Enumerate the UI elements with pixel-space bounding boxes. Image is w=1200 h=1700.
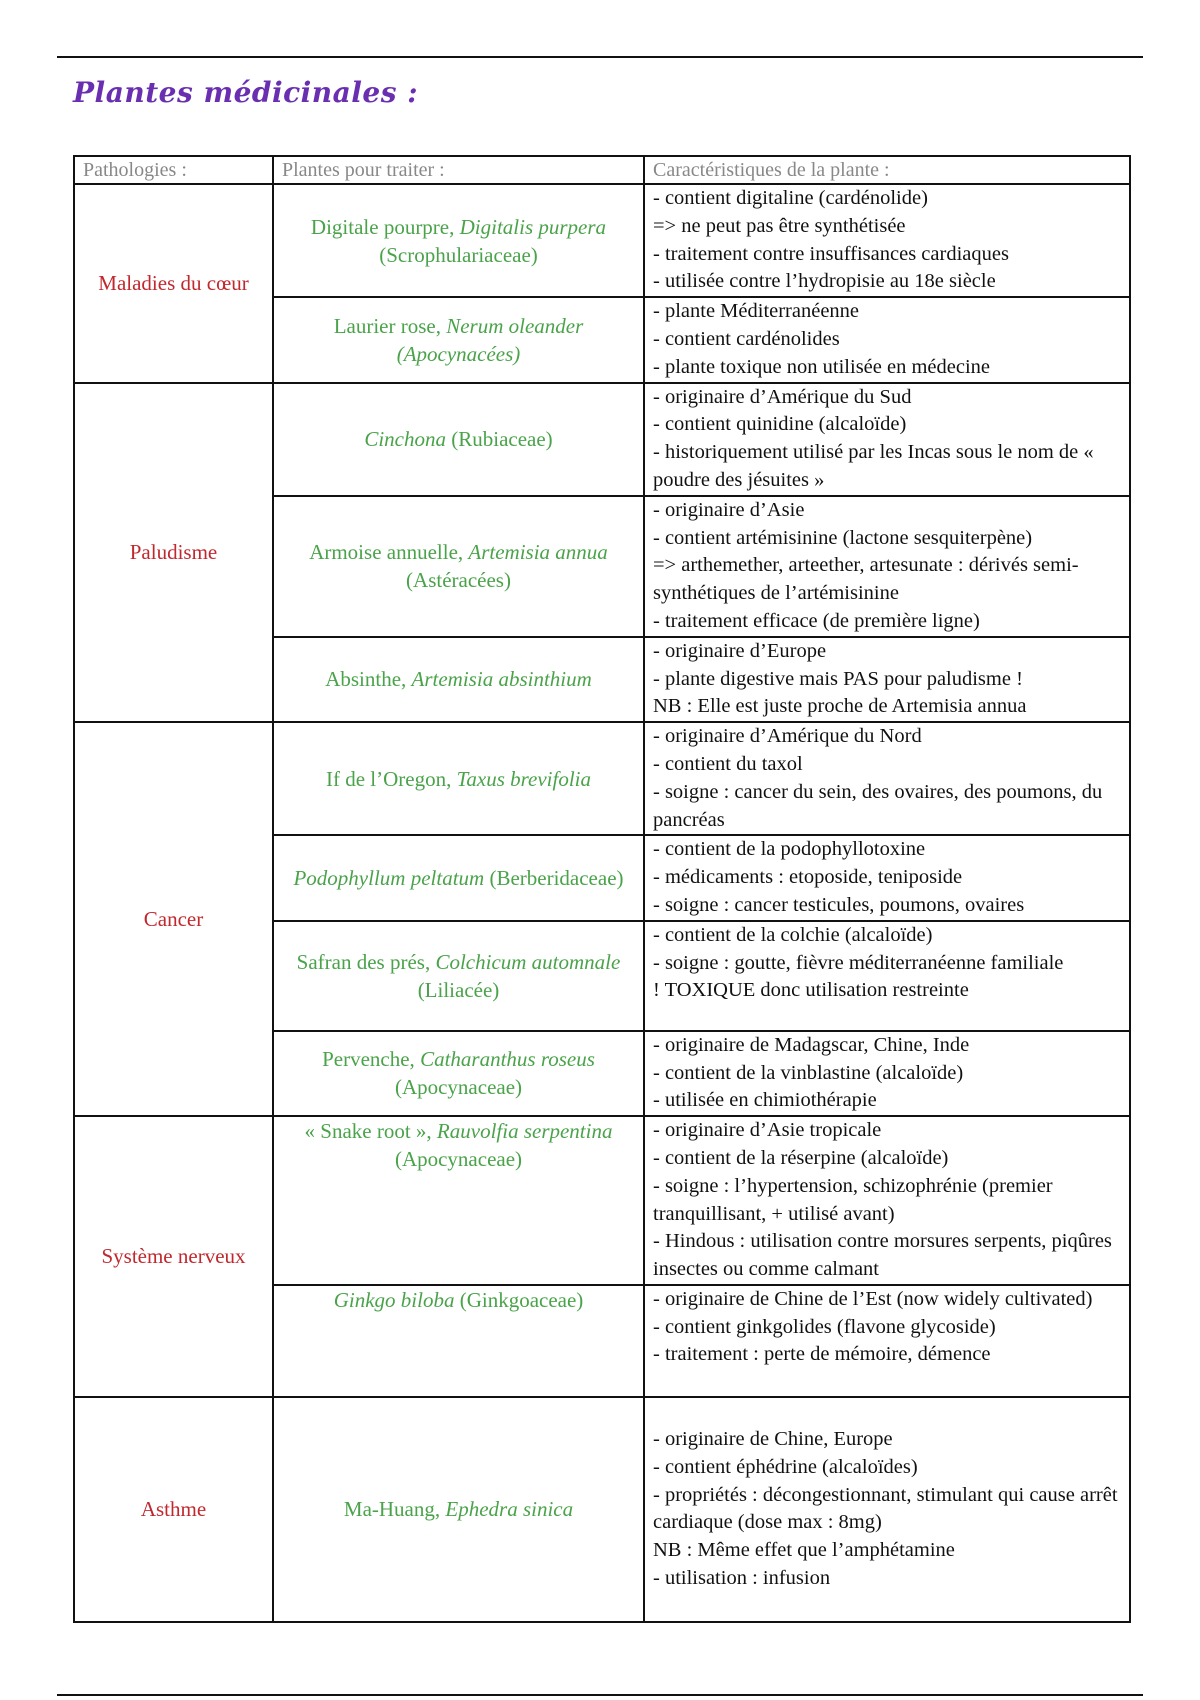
plant-cell xyxy=(273,1116,644,1285)
characteristic-line: - propriétés : décongestionnant, stimulant qui cause arrêt cardiaque (dose max : 8mg) xyxy=(653,1483,1118,1534)
table-row xyxy=(74,1116,1130,1285)
table-row xyxy=(74,722,1130,835)
pathology-cell: Paludisme xyxy=(74,383,273,723)
plant-common-name: (Astéracées) xyxy=(406,568,511,593)
plant-cell xyxy=(273,383,644,496)
table-row xyxy=(74,383,1130,496)
header-characteristics: Caractéristiques de la plante : xyxy=(644,156,1130,184)
characteristics-cell xyxy=(644,297,1130,382)
characteristic-line: - soigne : l’hypertension, schizophrénie (premier tranquillisant, + utilisé avant) xyxy=(653,1174,1053,1225)
top-rule xyxy=(57,56,1143,58)
plant-latin-name: Ginkgo biloba xyxy=(333,1287,455,1312)
characteristic-line: - soigne : cancer du sein, des ovaires, des poumons, du pancréas xyxy=(653,780,1103,831)
pathology-cell: Asthme xyxy=(74,1397,273,1622)
characteristic-line: - contient éphédrine (alcaloïdes) xyxy=(653,1455,918,1478)
characteristic-line: - plante digestive mais PAS pour paludisme ! xyxy=(653,667,1023,690)
characteristic-line: => ne peut pas être synthétisée xyxy=(653,214,906,237)
characteristic-line: - soigne : cancer testicules, poumons, ovaires xyxy=(653,893,1025,916)
plant-common-name: (Liliacée) xyxy=(417,977,500,1002)
characteristic-line: - originaire d’Asie tropicale xyxy=(653,1119,882,1142)
plant-latin-name: Taxus brevifolia xyxy=(456,766,591,791)
characteristic-line: - contient artémisinine (lactone sesquiterpène) xyxy=(653,526,1033,549)
table-row xyxy=(74,184,1130,297)
characteristic-line: - utilisation : infusion xyxy=(653,1566,831,1589)
header-pathologies: Pathologies : xyxy=(74,156,273,184)
plant-common-name: (Ginkgoaceae) xyxy=(454,1287,584,1312)
plant-cell xyxy=(273,722,644,835)
characteristics-cell xyxy=(644,1116,1130,1285)
characteristic-line: - utilisée en chimiothérapie xyxy=(653,1089,877,1112)
characteristics-cell xyxy=(644,1285,1130,1397)
characteristic-line: - plante Méditerranéenne xyxy=(653,300,860,323)
characteristics-cell xyxy=(644,1397,1130,1622)
characteristic-line: - utilisée contre l’hydropisie au 18e siècle xyxy=(653,270,996,293)
characteristic-line: - originaire de Chine de l’Est (now widely cultivated) xyxy=(653,1287,1093,1310)
plant-common-name: (Apocynaceae) xyxy=(394,1147,523,1172)
plant-cell xyxy=(273,921,644,1031)
plant-cell xyxy=(273,1285,644,1397)
characteristic-line: - contient de la podophyllotoxine xyxy=(653,838,926,861)
plant-common-name: Digitale pourpre, xyxy=(310,214,460,239)
characteristic-line: - contient ginkgolides (flavone glycoside) xyxy=(653,1315,996,1338)
plant-latin-name: Artemisia annua xyxy=(468,540,608,565)
characteristic-line: NB : Elle est juste proche de Artemisia annua xyxy=(653,695,1027,718)
characteristic-line: => arthemether, arteether, artesunate : dérivés semi-synthétiques de l’artémisinine xyxy=(653,554,1079,605)
plant-common-name: (Apocynaceae) xyxy=(394,1075,523,1100)
plant-common-name: Pervenche, xyxy=(322,1047,421,1072)
characteristics-cell xyxy=(644,496,1130,637)
characteristic-line: - originaire d’Europe xyxy=(653,639,827,662)
plant-common-name: Safran des prés, xyxy=(296,949,436,974)
table-row xyxy=(74,1397,1130,1622)
characteristic-line: - traitement contre insuffisances cardiaques xyxy=(653,242,1009,265)
table-header-row xyxy=(74,156,1130,184)
plant-cell xyxy=(273,1397,644,1622)
characteristics-cell xyxy=(644,835,1130,920)
characteristic-line: - historiquement utilisé par les Incas sous le nom de « poudre des jésuites » xyxy=(653,441,1094,491)
characteristics-cell xyxy=(644,637,1130,722)
characteristic-line: - originaire d’Amérique du Nord xyxy=(653,725,922,748)
characteristic-line: - médicaments : etoposide, teniposide xyxy=(653,866,963,889)
plant-cell xyxy=(273,297,644,382)
plant-latin-name: Nerum oleander (Apocynacées) xyxy=(396,313,584,366)
plant-common-name: Ma-Huang, xyxy=(343,1497,446,1522)
plant-latin-name: Artemisia absinthium xyxy=(411,667,592,692)
characteristic-line: - Hindous : utilisation contre morsures serpents, piqûres insectes ou comme calmant xyxy=(653,1230,1112,1281)
plant-cell xyxy=(273,835,644,920)
characteristic-line: - plante toxique non utilisée en médecine xyxy=(653,355,990,378)
characteristic-line: - contient cardénolides xyxy=(653,327,840,350)
plant-common-name: (Scrophulariaceae) xyxy=(379,242,538,267)
characteristic-line: - originaire d’Asie xyxy=(653,498,805,521)
plant-cell xyxy=(273,637,644,722)
plant-cell xyxy=(273,184,644,297)
characteristic-line: - soigne : goutte, fièvre méditerranéenne familiale xyxy=(653,951,1064,974)
plant-latin-name: Rauvolfia serpentina xyxy=(436,1119,613,1144)
characteristic-line: - traitement efficace (de première ligne) xyxy=(653,609,980,632)
characteristic-line: - originaire d’Amérique du Sud xyxy=(653,385,912,408)
plant-common-name: If de l’Oregon, xyxy=(326,766,457,791)
characteristics-cell xyxy=(644,383,1130,496)
characteristic-line: - contient du taxol xyxy=(653,752,803,775)
characteristic-line: - contient digitaline (cardénolide) xyxy=(653,187,928,209)
plant-common-name: (Berberidaceae) xyxy=(484,866,624,891)
characteristic-line: - contient de la réserpine (alcaloïde) xyxy=(653,1146,949,1169)
characteristics-cell xyxy=(644,921,1130,1031)
plant-cell xyxy=(273,1031,644,1116)
pathology-cell: Maladies du cœur xyxy=(74,184,273,383)
plant-cell xyxy=(273,496,644,637)
page-title: Plantes médicinales : xyxy=(73,76,419,109)
plant-common-name: Absinthe, xyxy=(325,667,412,692)
plant-latin-name: Cinchona xyxy=(364,427,446,452)
plant-latin-name: Catharanthus roseus xyxy=(420,1047,595,1072)
characteristic-line: NB : Même effet que l’amphétamine xyxy=(653,1539,955,1562)
characteristic-line: - contient de la vinblastine (alcaloïde) xyxy=(653,1061,964,1084)
plant-common-name: « Snake root », xyxy=(304,1119,437,1144)
plant-common-name: Laurier rose, xyxy=(333,313,447,338)
characteristic-line: - contient de la colchie (alcaloïde) xyxy=(653,923,933,946)
characteristic-line: - traitement : perte de mémoire, démence xyxy=(653,1343,991,1366)
pathology-cell: Cancer xyxy=(74,722,273,1116)
characteristics-cell xyxy=(644,722,1130,835)
characteristics-cell xyxy=(644,184,1130,297)
plant-latin-name: Ephedra sinica xyxy=(445,1497,574,1522)
plant-latin-name: Digitalis purpera xyxy=(459,214,607,239)
characteristic-line: ! TOXIQUE donc utilisation restreinte xyxy=(653,979,969,1002)
plant-common-name: Armoise annuelle, xyxy=(309,540,469,565)
characteristic-line: - originaire de Madagscar, Chine, Inde xyxy=(653,1033,970,1056)
header-plants: Plantes pour traiter : xyxy=(273,156,644,184)
plant-common-name: (Rubiaceae) xyxy=(445,427,553,452)
pathology-cell: Système nerveux xyxy=(74,1116,273,1397)
medicinal-plants-table xyxy=(73,155,1131,1623)
characteristic-line: - contient quinidine (alcaloïde) xyxy=(653,413,907,436)
bottom-rule xyxy=(57,1694,1143,1696)
characteristics-cell xyxy=(644,1031,1130,1116)
plant-latin-name: Colchicum automnale xyxy=(435,949,621,974)
characteristic-line: - originaire de Chine, Europe xyxy=(653,1428,893,1450)
plant-latin-name: Podophyllum peltatum xyxy=(293,866,485,891)
